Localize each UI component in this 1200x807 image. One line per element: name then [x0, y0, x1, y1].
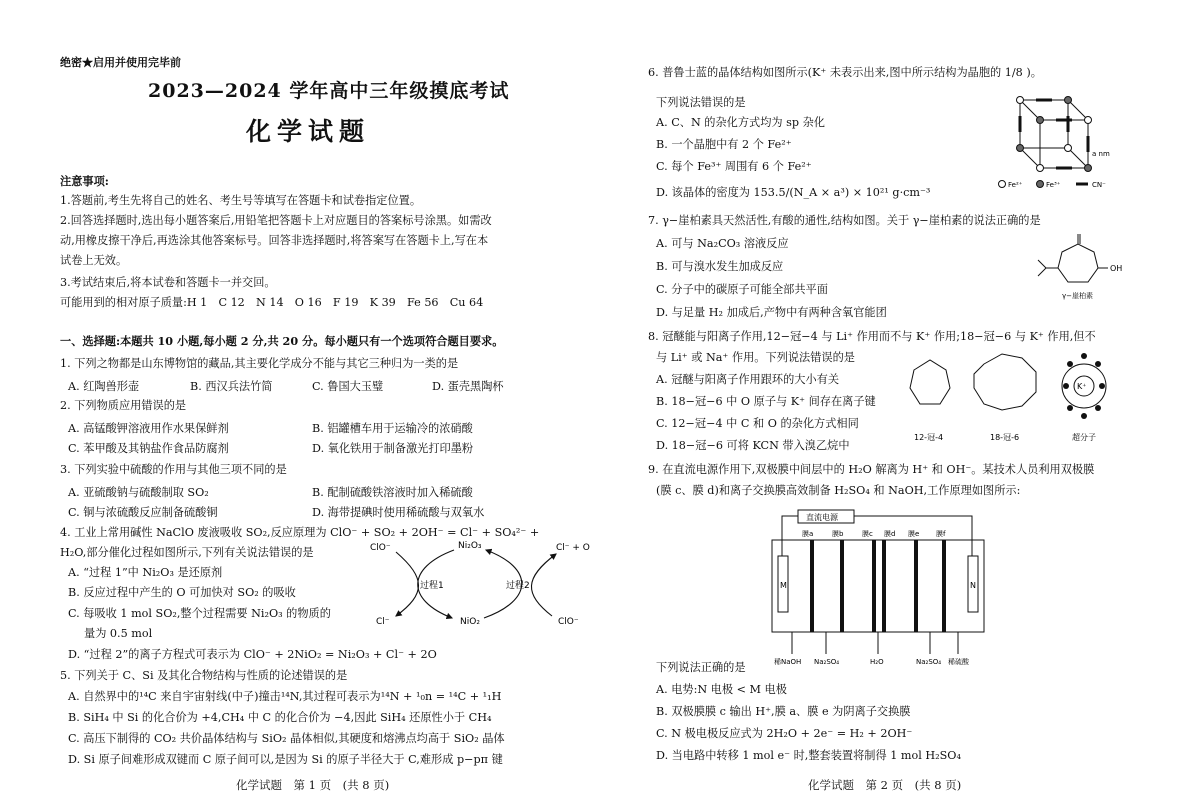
q7-option-b: B. 可与溴水发生加成反应	[656, 260, 784, 273]
q4-option-a: A. “过程 1”中 Ni₂O₃ 是还原剂	[68, 566, 223, 579]
q9-option-b: B. 双极膜膜 c 输出 H⁺,膜 a、膜 e 为阴离子交换膜	[656, 705, 911, 718]
cycle-label-nio2: NiO₂	[460, 617, 480, 626]
note-line: 3.考试结束后,将本试卷和答题卡一并交回。	[60, 276, 276, 289]
q1-option-d: D. 蛋壳黑陶杯	[432, 380, 504, 393]
electrolysis-cell-diagram	[766, 506, 1006, 666]
atomic-masses: 可能用到的相对原子质量:H 1 C 12 N 14 O 16 F 19 K 39 Fe 56 Cu 64	[60, 296, 484, 309]
q2-option-b: B. 铝罐槽车用于运输冷的浓硝酸	[312, 422, 473, 435]
q1-stem: 1. 下列之物都是山东博物馆的藏品,其主要化学成分不能与其它三种归为一类的是	[60, 357, 459, 370]
q2-option-a: A. 高锰酸钾溶液用作水果保鲜剂	[68, 422, 229, 435]
q4-stem-cont: H₂O,部分催化过程如图所示,下列有关说法错误的是	[60, 546, 314, 559]
q4-option-b: B. 反应过程中产生的 O 可加快对 SO₂ 的吸收	[68, 586, 296, 599]
note-line: 1.答题前,考生先将自己的姓名、考生号等填写在答题卡和试卷指定位置。	[60, 194, 422, 207]
catalytic-cycle-diagram	[366, 538, 596, 626]
subject-title: 化学试题	[246, 117, 371, 146]
cycle-label-process2: 过程2	[506, 581, 530, 591]
membrane-b: 膜b	[832, 530, 844, 538]
page-2	[648, 0, 1188, 807]
membrane-e: 膜e	[908, 530, 920, 538]
k-ion-label: K⁺	[1077, 382, 1087, 391]
thujaplicin-structure	[1016, 232, 1136, 304]
membrane-a: 膜a	[802, 530, 814, 538]
q9-stem-cont: (膜 c、膜 d)和离子交换膜高效制备 H₂SO₄ 和 NaOH,工作原理如图所示:	[656, 484, 1021, 497]
confidential-mark: 绝密★启用并使用完毕前	[60, 56, 181, 69]
q3-option-d: D. 海带提碘时使用稀硫酸与双氧水	[312, 506, 485, 519]
q2-stem: 2. 下列物质应用错误的是	[60, 399, 187, 412]
q7-option-a: A. 可与 Na₂CO₃ 溶液反应	[656, 237, 789, 250]
membrane-f: 膜f	[936, 530, 946, 538]
page-footer: 化学试题 第 2 页 (共 8 页)	[808, 778, 962, 792]
label-supramolecule: 超分子	[1072, 433, 1096, 442]
page-1	[60, 0, 605, 807]
input-water: H₂O	[870, 658, 884, 666]
q8-option-a: A. 冠醚与阳离子作用跟环的大小有关	[656, 373, 840, 386]
crown-ethers-diagram	[894, 346, 1134, 446]
electrode-n: N	[970, 581, 976, 590]
power-source-label: 直流电源	[806, 513, 838, 522]
q8-option-b: B. 18−冠−6 中 O 原子与 K⁺ 间存在离子键	[656, 395, 876, 408]
legend-fe2: Fe²⁺	[1008, 181, 1023, 189]
cycle-label-clo2: ClO⁻	[558, 617, 579, 626]
membrane-d: 膜d	[884, 530, 896, 538]
q8-stem-cont: 与 Li⁺ 或 Na⁺ 作用。下列说法错误的是	[656, 351, 855, 364]
q9-option-c: C. N 极电极反应式为 2H₂O + 2e⁻ = H₂ + 2OH⁻	[656, 727, 913, 740]
section-heading: 一、选择题:本题共 10 小题,每小题 2 分,共 20 分。每小题只有一个选项符合题目要求。	[60, 334, 504, 348]
q6-stem: 6. 普鲁士蓝的晶体结构如图所示(K⁺ 未表示出来,图中所示结构为晶胞的 1/8 )。	[648, 66, 1042, 79]
input-dilute-naoh: 稀NaOH	[774, 658, 802, 666]
q5-option-b: B. SiH₄ 中 Si 的化合价为 +4,CH₄ 中 C 的化合价为 −4,因此 SiH₄ 还原性小于 CH₄	[68, 711, 492, 724]
cycle-label-process1: 过程1	[420, 581, 444, 591]
q4-option-c-cont: 量为 0.5 mol	[84, 627, 153, 640]
cycle-label-clo: ClO⁻	[370, 543, 391, 553]
membrane-c: 膜c	[862, 530, 873, 538]
q5-option-a: A. 自然界中的¹⁴C 来自宇宙射线(中子)撞击¹⁴N,其过程可表示为¹⁴N + ¹₀n = ¹⁴C + ¹₁H	[68, 690, 502, 703]
molecule-name: γ−崖柏素	[1062, 292, 1094, 300]
note-line: 试卷上无效。	[60, 254, 128, 267]
q8-stem: 8. 冠醚能与阳离子作用,12−冠−4 与 Li⁺ 作用而不与 K⁺ 作用;18−冠−6 与 K⁺ 作用,但不	[648, 330, 1096, 343]
q6-option-d: D. 该晶体的密度为 153.5/(N_A × a³) × 10²¹ g·cm⁻³	[656, 186, 931, 199]
legend-fe3: Fe³⁺	[1046, 181, 1061, 189]
q5-option-d: D. Si 原子间难形成双键而 C 原子间可以,是因为 Si 的原子半径大于 C,难形成 p−pπ 键	[68, 753, 503, 766]
q1-option-a: A. 红陶兽形壶	[68, 380, 140, 393]
q2-option-c: C. 苯甲酸及其钠盐作食品防腐剂	[68, 442, 229, 455]
input-dilute-h2so4: 稀硫酸	[948, 658, 969, 666]
q4-option-d: D. “过程 2”的离子方程式可表示为 ClO⁻ + 2NiO₂ = Ni₂O₃ + Cl⁻ + 2O	[68, 648, 437, 661]
q1-option-c: C. 鲁国大玉璧	[312, 380, 384, 393]
q1-option-b: B. 西汉兵法竹简	[190, 380, 273, 393]
q4-stem: 4. 工业上常用碱性 NaClO 废液吸收 SO₂,反应原理为 ClO⁻ + SO₂ + 2OH⁻ = Cl⁻ + SO₄²⁻ +	[60, 526, 540, 539]
q5-option-c: C. 高压下制得的 CO₂ 共价晶体结构与 SiO₂ 晶体相似,其硬度和熔沸点均高于 SiO₂ 晶体	[68, 732, 505, 745]
q5-stem: 5. 下列关于 C、Si 及其化合物结构与性质的论述错误的是	[60, 669, 348, 682]
oh-label: OH	[1110, 264, 1123, 273]
electrode-m: M	[780, 581, 787, 590]
q7-option-d: D. 与足量 H₂ 加成后,产物中有两种含氧官能团	[656, 306, 887, 319]
label-18-crown-6: 18-冠-6	[990, 433, 1020, 442]
q9-stem: 9. 在直流电源作用下,双极膜中间层中的 H₂O 解离为 H⁺ 和 OH⁻。某技术人员利用双极膜	[648, 463, 1095, 476]
q7-option-c: C. 分子中的碳原子可能全部共平面	[656, 283, 828, 296]
q2-option-d: D. 氧化铁用于制备激光打印墨粉	[312, 442, 474, 455]
cycle-label-cl: Cl⁻	[376, 617, 390, 626]
q9-sub: 下列说法正确的是	[656, 661, 746, 674]
legend-cn: CN⁻	[1092, 181, 1106, 189]
q8-option-c: C. 12−冠−4 中 C 和 O 的杂化方式相同	[656, 417, 859, 430]
q4-option-c: C. 每吸收 1 mol SO₂,整个过程需要 Ni₂O₃ 的物质的	[68, 607, 331, 620]
notes-header: 注意事项:	[60, 174, 109, 188]
cycle-label-cl-o: Cl⁻ + O	[556, 543, 590, 553]
note-line: 动,用橡皮擦干净后,再选涂其他答案标号。回答非选择题时,将答案写在答题卡上,写在本	[60, 234, 489, 247]
q3-option-b: B. 配制硫酸铁溶液时加入稀硫酸	[312, 486, 473, 499]
label-12-crown-4: 12-冠-4	[914, 433, 944, 442]
q6-option-c: C. 每个 Fe³⁺ 周围有 6 个 Fe²⁺	[656, 160, 812, 173]
cell-edge-label: a nm	[1092, 150, 1110, 158]
q3-option-c: C. 铜与浓硫酸反应制备硫酸铜	[68, 506, 218, 519]
q6-option-a: A. C、N 的杂化方式均为 sp 杂化	[656, 116, 825, 129]
prussian-blue-cell-diagram	[988, 92, 1128, 192]
q6-sub: 下列说法错误的是	[656, 96, 746, 109]
page-footer: 化学试题 第 1 页 (共 8 页)	[236, 778, 390, 792]
q8-option-d: D. 18−冠−6 可将 KCN 带入溴乙烷中	[656, 439, 850, 452]
q7-stem: 7. γ−崖柏素具天然活性,有酸的通性,结构如图。关于 γ−崖柏素的说法正确的是	[648, 214, 1041, 227]
q9-option-d: D. 当电路中转移 1 mol e⁻ 时,整套装置将制得 1 mol H₂SO₄	[656, 749, 961, 762]
q3-stem: 3. 下列实验中硫酸的作用与其他三项不同的是	[60, 463, 287, 476]
cycle-label-ni2o3: Ni₂O₃	[458, 541, 482, 551]
note-line: 2.回答选择题时,选出每小题答案后,用铅笔把答题卡上对应题目的答案标号涂黑。如需改	[60, 214, 492, 227]
q3-option-a: A. 亚硫酸钠与硫酸制取 SO₂	[68, 486, 209, 499]
q9-option-a: A. 电势:N 电极 < M 电极	[656, 683, 787, 696]
exam-title: 2023—2024 学年高中三年级摸底考试	[148, 80, 510, 102]
input-na2so4-1: Na₂SO₄	[814, 658, 840, 666]
input-na2so4-2: Na₂SO₄	[916, 658, 942, 666]
q6-option-b: B. 一个晶胞中有 2 个 Fe²⁺	[656, 138, 792, 151]
